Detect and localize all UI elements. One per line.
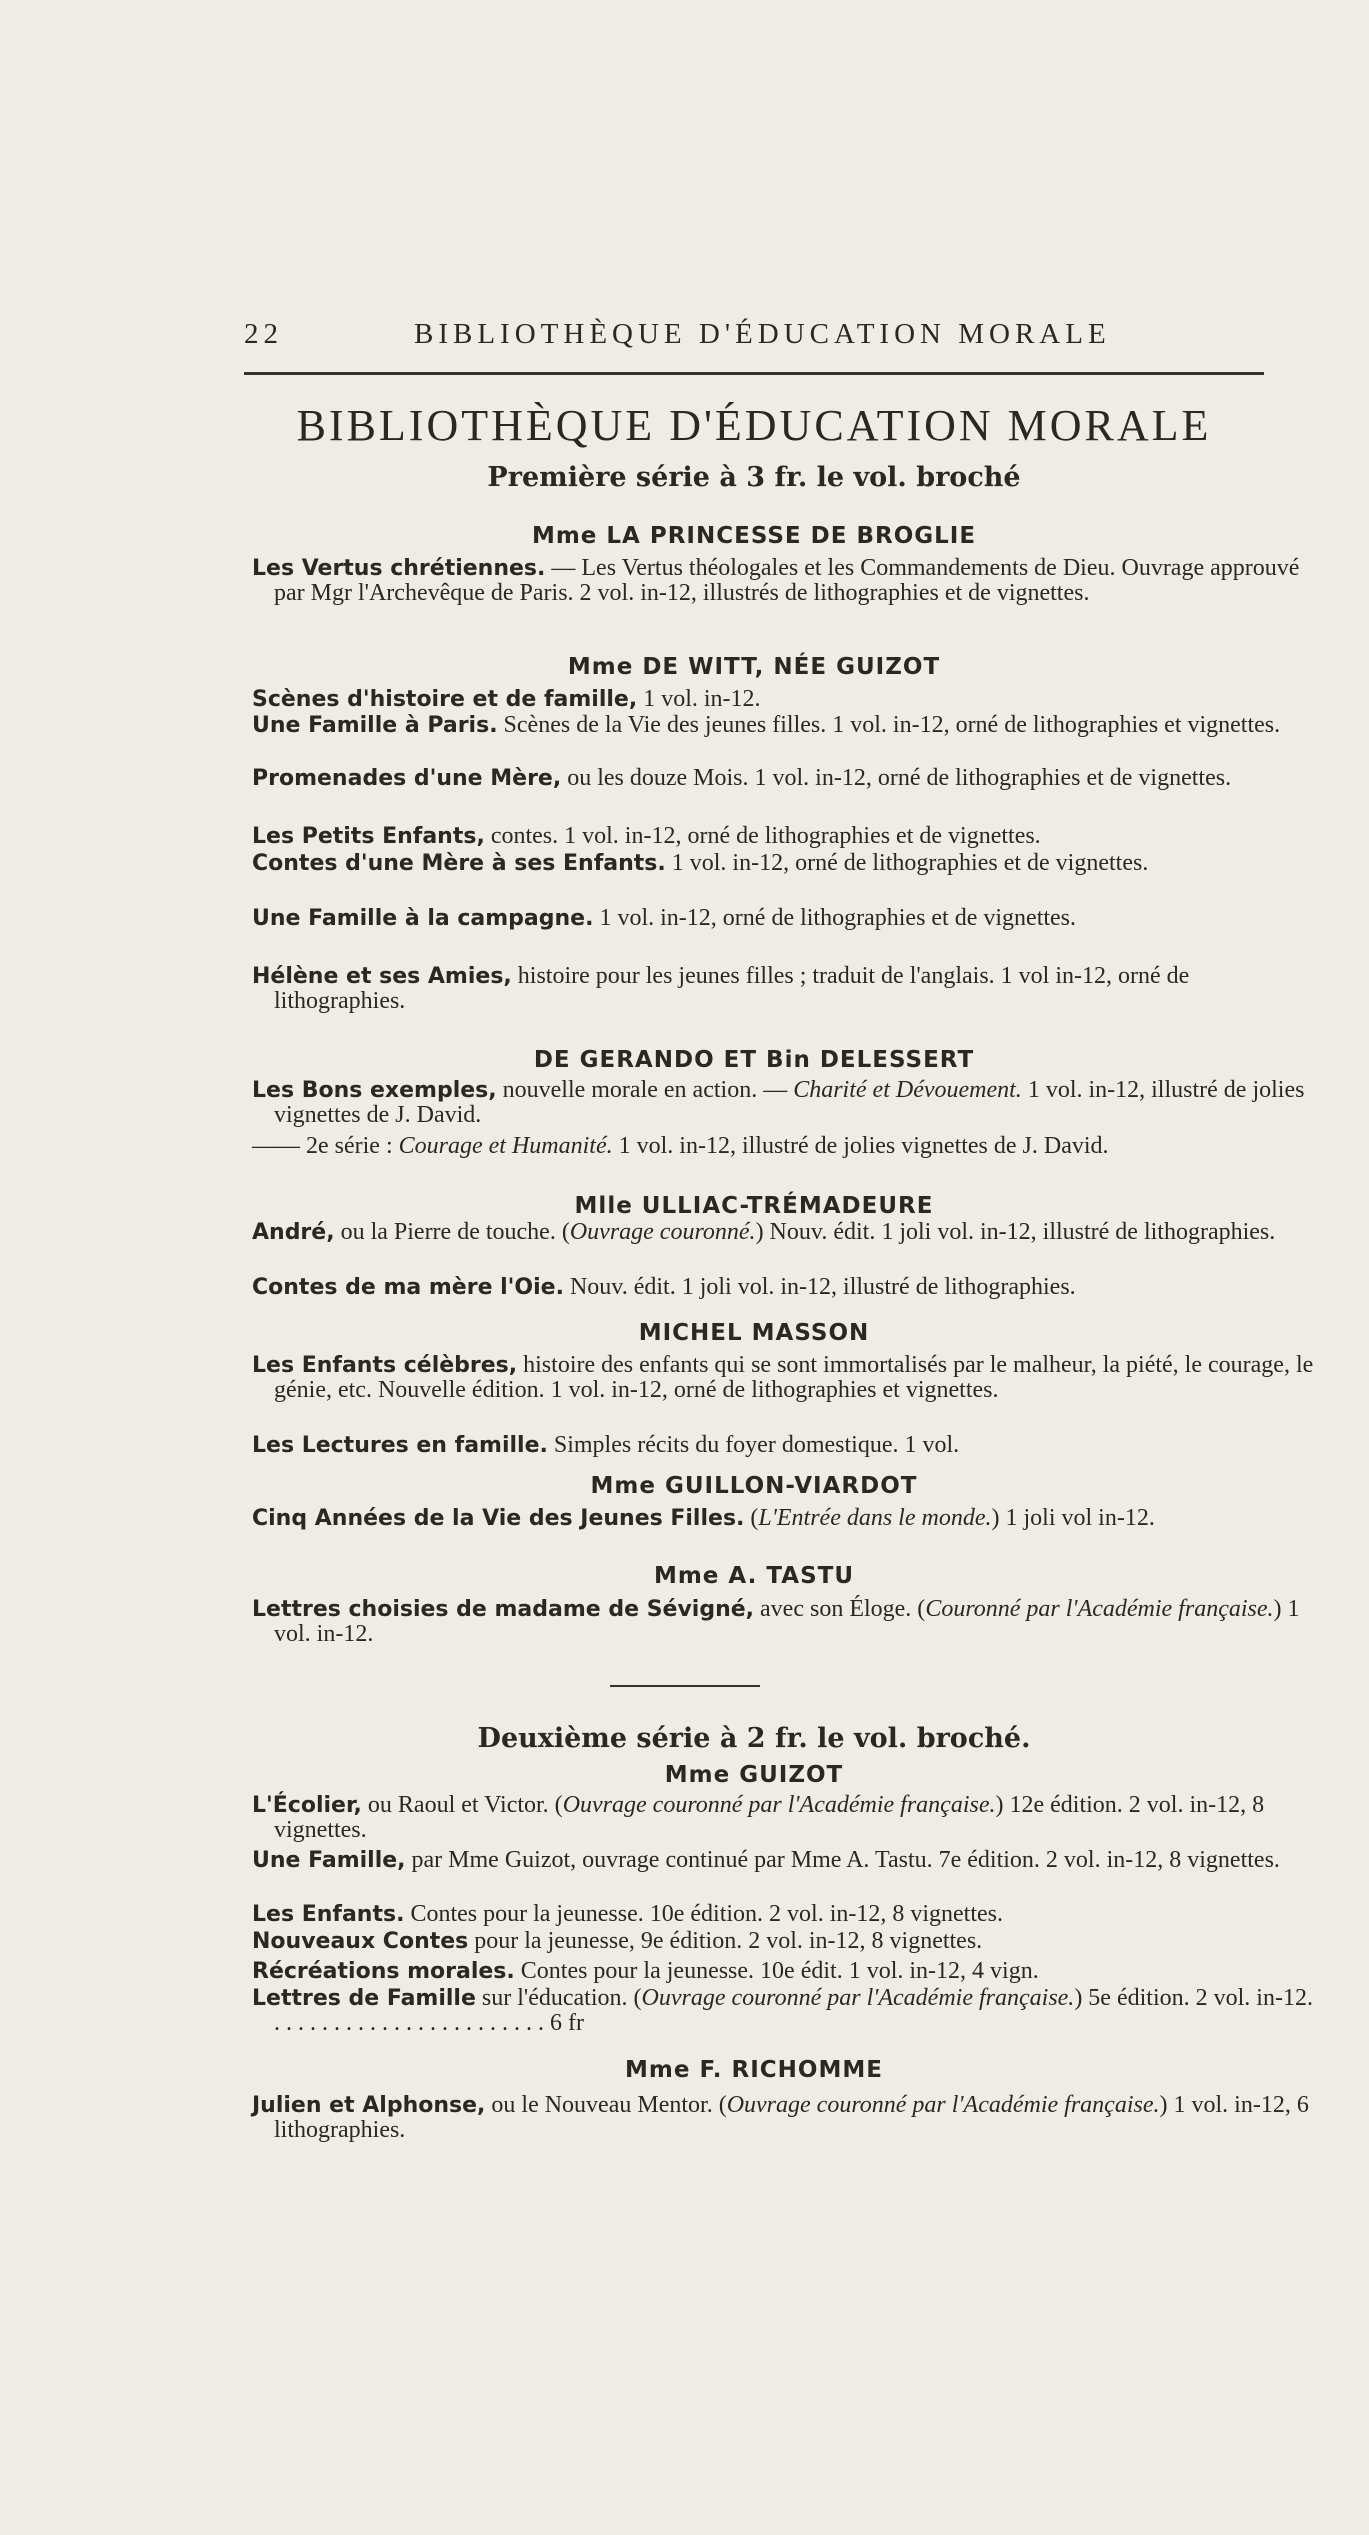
author-heading: DE GERANDO ET Bin DELESSERT: [533, 1047, 975, 1073]
header-rule: [244, 372, 1264, 375]
catalog-entry: Les Lectures en famille. Simples récits du foyer domestique. 1 vol.: [252, 1432, 960, 1458]
catalog-entry: André, ou la Pierre de touche. (Ouvrage couronné.) Nouv. édit. 1 joli vol. in-12, illustré de lithographies.: [252, 1219, 1276, 1245]
catalog-entry: Hélène et ses Amies, histoire pour les jeunes filles ; traduit de l'anglais. 1 vol in-12, orné de lithographies.: [252, 963, 1190, 1014]
page-title: BIBLIOTHÈQUE D'ÉDUCATION MORALE: [296, 401, 1212, 450]
catalog-entry: Lettres choisies de madame de Sévigné, avec son Éloge. (Couronné par l'Académie française.) 1 vol. in-12.: [252, 1596, 1300, 1647]
catalog-entry: Récréations morales. Contes pour la jeunesse. 10e édit. 1 vol. in-12, 4 vign.: [252, 1958, 1039, 1984]
author-heading: Mme GUIZOT: [664, 1762, 844, 1788]
catalog-entry: Les Petits Enfants, contes. 1 vol. in-12, orné de lithographies et de vignettes.: [252, 823, 1041, 849]
author-heading: Mme GUILLON-VIARDOT: [590, 1473, 918, 1499]
catalog-entry: Les Enfants célèbres, histoire des enfants qui se sont immortalisés par le malheur, la piété, le courage, le génie, etc. Nouvelle édition. 1 vol. in-12, orné de lithographies et vignettes.: [252, 1352, 1314, 1403]
catalog-entry: Les Bons exemples, nouvelle morale en action. — Charité et Dévouement. 1 vol. in-12, illustré de jolies vignettes de J. David.: [252, 1077, 1305, 1128]
catalog-entry: Une Famille à Paris. Scènes de la Vie des jeunes filles. 1 vol. in-12, orné de lithographies et vignettes.: [252, 712, 1281, 738]
catalog-entry: L'Écolier, ou Raoul et Victor. (Ouvrage couronné par l'Académie française.) 12e édition. 2 vol. in-12, 8 vignettes.: [252, 1792, 1265, 1843]
section-divider: [610, 1685, 760, 1687]
catalog-entry: Lettres de Famille sur l'éducation. (Ouvrage couronné par l'Académie française.) 5e édition. 2 vol. in-12. . . . . . . . . . . . . . . . . . . . . . . . 6 fr: [252, 1985, 1313, 2036]
catalog-entry: Une Famille à la campagne. 1 vol. in-12, orné de lithographies et de vignettes.: [252, 905, 1077, 931]
catalog-entry: Une Famille, par Mme Guizot, ouvrage continué par Mme A. Tastu. 7e édition. 2 vol. in-12, 8 vignettes.: [252, 1847, 1280, 1873]
series-1-heading: Première série à 3 fr. le vol. broché: [487, 462, 1021, 493]
series-2-heading: Deuxième série à 2 fr. le vol. broché.: [477, 1723, 1031, 1754]
author-heading: Mlle ULLIAC-TRÉMADEURE: [574, 1193, 934, 1219]
author-heading: Mme LA PRINCESSE DE BROGLIE: [531, 523, 977, 549]
author-heading: Mme A. TASTU: [653, 1563, 855, 1589]
catalog-entry: Julien et Alphonse, ou le Nouveau Mentor. (Ouvrage couronné par l'Académie française.) 1 vol. in-12, 6 lithographies.: [252, 2092, 1309, 2143]
catalog-entry: Cinq Années de la Vie des Jeunes Filles. (L'Entrée dans le monde.) 1 joli vol in-12.: [252, 1505, 1155, 1531]
page-number: 22: [244, 318, 283, 350]
catalog-entry: —— 2e série : Courage et Humanité. 1 vol. in-12, illustré de jolies vignettes de J. David.: [252, 1133, 1109, 1159]
running-title: BIBLIOTHÈQUE D'ÉDUCATION MORALE: [414, 318, 1111, 350]
catalog-entry: Scènes d'histoire et de famille, 1 vol. in-12.: [252, 686, 761, 712]
catalog-entry: Promenades d'une Mère, ou les douze Mois. 1 vol. in-12, orné de lithographies et de vignettes.: [252, 765, 1232, 791]
author-heading: MICHEL MASSON: [638, 1320, 870, 1346]
catalog-entry: Nouveaux Contes pour la jeunesse, 9e édition. 2 vol. in-12, 8 vignettes.: [252, 1928, 983, 1954]
catalog-entry: Contes de ma mère l'Oie. Nouv. édit. 1 joli vol. in-12, illustré de lithographies.: [252, 1274, 1076, 1300]
catalog-entry: Les Enfants. Contes pour la jeunesse. 10e édition. 2 vol. in-12, 8 vignettes.: [252, 1901, 1004, 1927]
author-heading: Mme F. RICHOMME: [625, 2057, 883, 2083]
author-heading: Mme DE WITT, NÉE GUIZOT: [567, 654, 941, 680]
catalog-entry: Contes d'une Mère à ses Enfants. 1 vol. in-12, orné de lithographies et de vignettes.: [252, 850, 1149, 876]
catalog-entry: Les Vertus chrétiennes. — Les Vertus théologales et les Commandements de Dieu. Ouvrage approuvé par Mgr l'Archevêque de Paris. 2 vol. in-12, illustrés de lithographies et de vignettes.: [252, 555, 1300, 606]
running-head: [244, 318, 1264, 358]
